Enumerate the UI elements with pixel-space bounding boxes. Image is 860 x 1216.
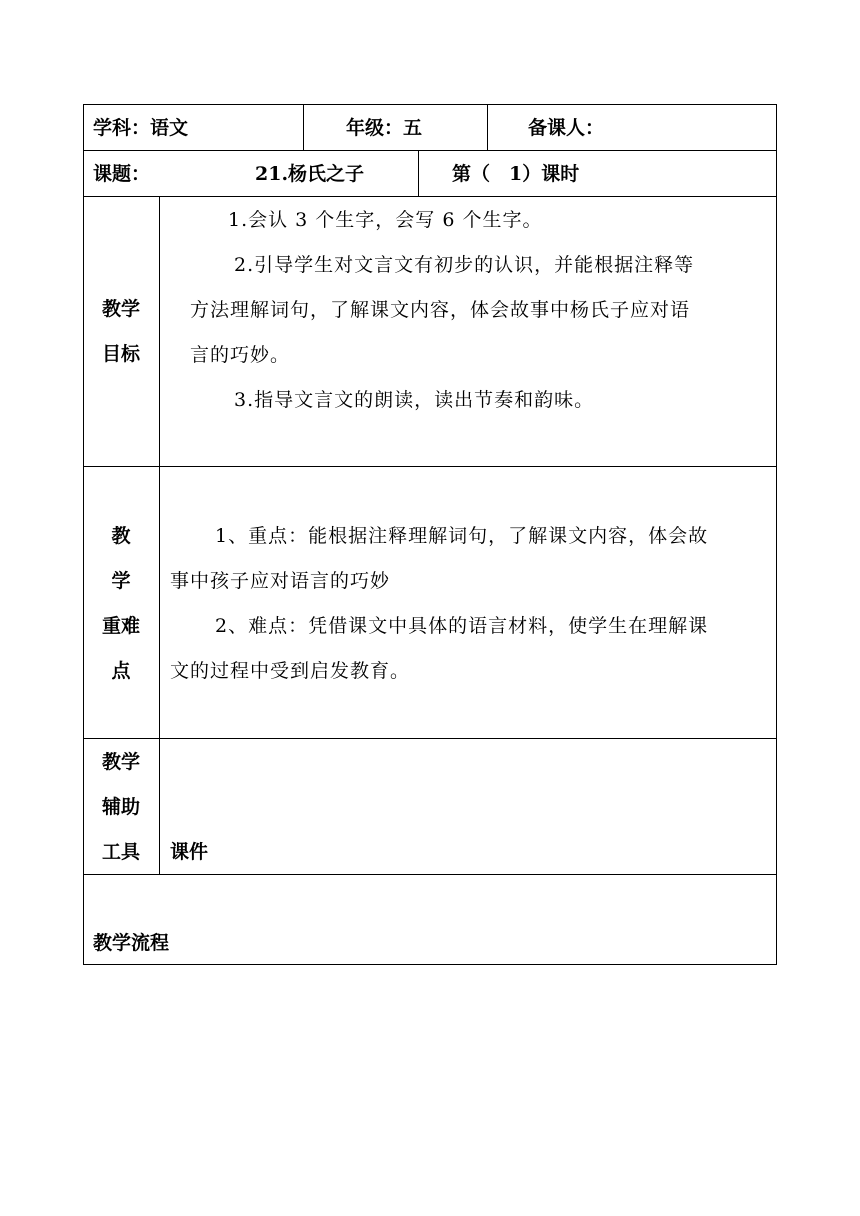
preparer-cell: 备课人： bbox=[528, 117, 605, 139]
col-divider bbox=[303, 104, 304, 150]
lesson-title: 21.杨氏之子 bbox=[255, 163, 365, 185]
row-divider bbox=[83, 196, 777, 197]
objective-item: 方法理解词句，了解课文内容，体会故事中杨氏子应对语 bbox=[190, 299, 691, 321]
subject-cell: 学科：语文 bbox=[93, 117, 189, 139]
key-point-item: 事中孩子应对语言的巧妙 bbox=[170, 570, 391, 592]
topic-label: 课题： bbox=[93, 163, 151, 185]
col-divider bbox=[159, 196, 160, 874]
objectives-content bbox=[170, 198, 770, 423]
process-label: 教学流程 bbox=[93, 932, 170, 954]
key-points-label: 教 学 重难 点 bbox=[101, 525, 140, 682]
key-point-item: 文的过程中受到启发教育。 bbox=[170, 660, 411, 682]
objective-item: 言的巧妙。 bbox=[190, 344, 291, 366]
col-divider bbox=[487, 104, 488, 150]
row-divider bbox=[83, 150, 777, 151]
row-divider bbox=[83, 738, 777, 739]
objectives-label: 教学 目标 bbox=[101, 298, 140, 365]
grade-cell: 年级：五 bbox=[346, 117, 423, 139]
key-point-item: 1、重点：能根据注释理解词句，了解课文内容，体会故 bbox=[215, 525, 709, 547]
row-divider bbox=[83, 874, 777, 875]
tools-value: 课件 bbox=[170, 841, 209, 863]
key-point-item: 2、难点：凭借课文中具体的语言材料，使学生在理解课 bbox=[215, 615, 709, 637]
objective-item: 3.指导文言文的朗读，读出节奏和韵味。 bbox=[234, 389, 595, 411]
row-divider bbox=[83, 466, 777, 467]
tools-label: 教学 辅助 工具 bbox=[101, 751, 140, 863]
objective-item: 1.会认 3 个生字，会写 6 个生字。 bbox=[228, 209, 543, 231]
objective-item: 2.引导学生对文言文有初步的认识，并能根据注释等 bbox=[234, 254, 695, 276]
key-points-content bbox=[170, 514, 770, 694]
lesson-period: 第（ 1）课时 bbox=[452, 163, 580, 185]
col-divider bbox=[418, 150, 419, 196]
